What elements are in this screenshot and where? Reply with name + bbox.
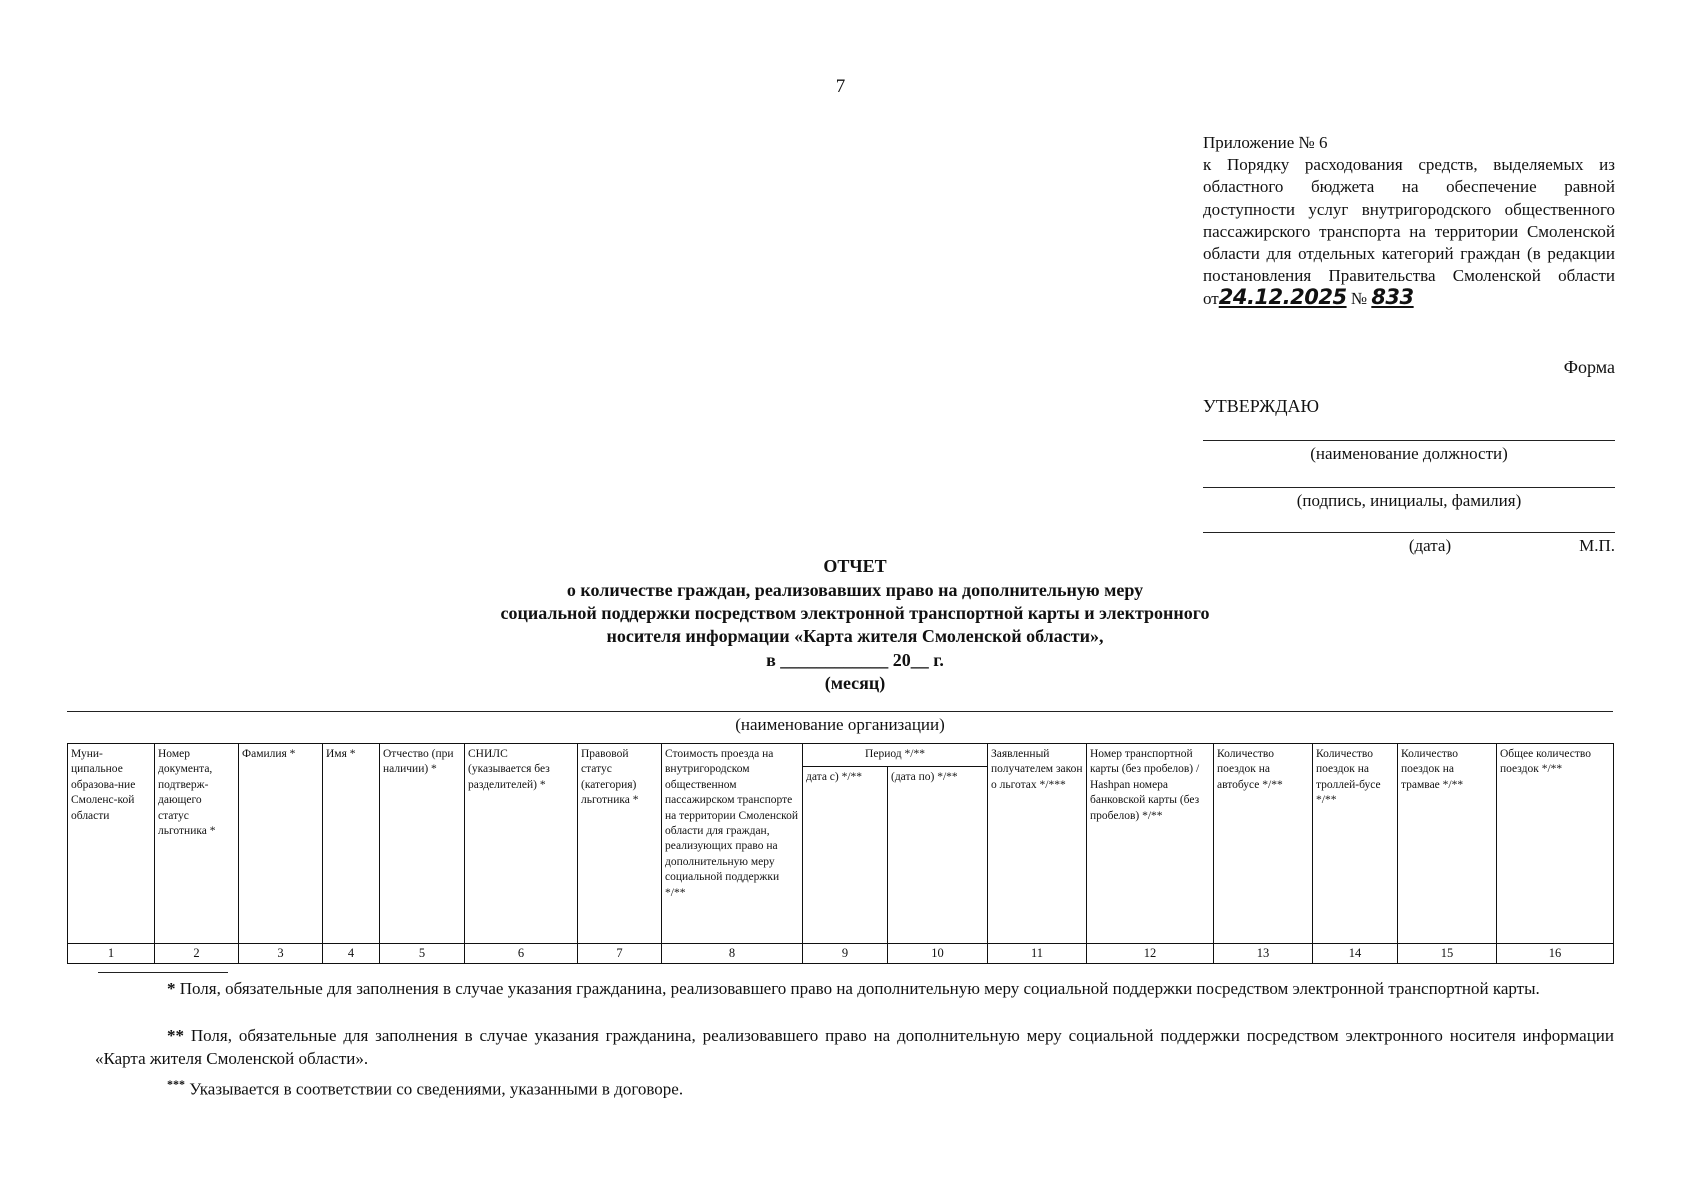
column-number: 1 <box>68 944 155 964</box>
table-header-cell: Фамилия * <box>239 744 323 944</box>
table-header-cell: Количество поездок на трамвае */** <box>1398 744 1497 944</box>
page-number: 7 <box>835 76 846 97</box>
column-number: 12 <box>1087 944 1214 964</box>
table-header-cell: Имя * <box>323 744 380 944</box>
footnote-3 <box>95 1073 1614 1101</box>
position-line <box>1203 440 1615 441</box>
table-header-cell: СНИЛС (указывается без разделителей) * <box>465 744 578 944</box>
footnote-2-text: Поля, обязательные для заполнения в случае указания гражданина, реализовавшего право на дополнительную меру социальной поддержки посредством электронного носителя информации «Карта жителя Смоленской области». <box>95 1026 1614 1068</box>
table-header-cell: Номер документа, подтверж-дающего статус льготника * <box>155 744 239 944</box>
report-title: ОТЧЕТ <box>823 556 887 576</box>
column-number: 4 <box>323 944 380 964</box>
table-header-cell: Общее количество поездок */** <box>1497 744 1614 944</box>
report-period: в ____________ 20__ г. <box>766 650 944 670</box>
column-number: 15 <box>1398 944 1497 964</box>
date-caption: (дата) <box>1408 536 1452 555</box>
table-header-cell: Отчество (при наличии) * <box>380 744 465 944</box>
handwritten-date: 24.12.2025 <box>1218 285 1347 310</box>
stamp-caption: М.П. <box>1579 536 1615 555</box>
column-number: 3 <box>239 944 323 964</box>
table-header-cell: Номер транспортной карты (без пробелов) / Hashpan номера банковской карты (без пробелов) */** <box>1087 744 1214 944</box>
table-header-cell: Количество поездок на автобусе */** <box>1214 744 1313 944</box>
table-header-period: Период */** <box>803 744 988 767</box>
column-number: 16 <box>1497 944 1614 964</box>
period-to-header: (дата по) */** <box>888 767 988 944</box>
footnote-rule <box>98 972 228 973</box>
footnote-3-mark: *** <box>167 1077 185 1091</box>
column-number: 14 <box>1313 944 1398 964</box>
footnote-2-mark: ** <box>167 1026 184 1045</box>
column-number: 13 <box>1214 944 1313 964</box>
column-number: 6 <box>465 944 578 964</box>
appendix-title: Приложение № 6 <box>1203 133 1328 152</box>
column-number: 10 <box>888 944 988 964</box>
approval-title: УТВЕРЖДАЮ <box>1203 396 1320 416</box>
position-caption: (наименование должности) <box>1310 444 1508 463</box>
footnote-1-text: Поля, обязательные для заполнения в случае указания гражданина, реализовавшего право на дополнительную меру социальной поддержки посредством электронной транспортной карты. <box>179 979 1540 998</box>
column-number: 2 <box>155 944 239 964</box>
date-prefix: от <box>1203 289 1219 309</box>
organization-caption: (наименование организации) <box>735 715 945 734</box>
table-header-cell: Заявленный получателем закон о льготах */*** <box>988 744 1087 944</box>
footnote-2 <box>95 1025 1614 1070</box>
column-number-row <box>68 944 1614 964</box>
footnote-1 <box>95 978 1614 1001</box>
report-subtitle-3: носителя информации «Карта жителя Смоленской области», <box>606 626 1104 646</box>
table-header-cell: Стоимость проезда на внутригородском общественном пассажирском транспорте на территории Смоленской области для граждан, реализующих право на дополнительную меру социальной поддержки */** <box>662 744 803 944</box>
table-header-row <box>68 744 1614 767</box>
column-number: 9 <box>803 944 888 964</box>
table-header-cell: Количество поездок на троллей-бусе */** <box>1313 744 1398 944</box>
column-number: 7 <box>578 944 662 964</box>
column-number: 5 <box>380 944 465 964</box>
table-header-cell: Правовой статус (категория) льготника * <box>578 744 662 944</box>
handwritten-number: 833 <box>1371 285 1414 310</box>
report-subtitle-1: о количестве граждан, реализовавших право на дополнительную меру <box>566 580 1144 600</box>
appendix-block <box>1203 132 1615 311</box>
footnote-3-text: Указывается в соответствии со сведениями, указанными в договоре. <box>189 1079 684 1099</box>
report-subtitle-2: социальной поддержки посредством электронной транспортной карты и электронного <box>500 603 1210 623</box>
table-header-cell: Муни-ципальное образова-ние Смоленс-кой области <box>68 744 155 944</box>
signature-caption: (подпись, инициалы, фамилия) <box>1296 491 1522 510</box>
organization-line <box>67 711 1613 712</box>
report-table <box>67 743 1614 964</box>
month-caption: (месяц) <box>824 673 886 693</box>
appendix-text: к Порядку расходования средств, выделяемых из областного бюджета на обеспечение равной доступности услуг внутригородского общественного пассажирского транспорта на территории Смоленской области для отдельных категорий граждан (в редакции постановления Правительства Смоленской области <box>1203 155 1615 286</box>
signature-line <box>1203 487 1615 488</box>
number-prefix: № <box>1350 289 1368 309</box>
appendix-date-line <box>1203 286 1615 310</box>
date-line <box>1203 532 1615 533</box>
column-number: 11 <box>988 944 1087 964</box>
period-from-header: дата с) */** <box>803 767 888 944</box>
column-number: 8 <box>662 944 803 964</box>
footnote-1-mark: * <box>167 979 176 998</box>
form-label: Форма <box>1563 357 1615 377</box>
